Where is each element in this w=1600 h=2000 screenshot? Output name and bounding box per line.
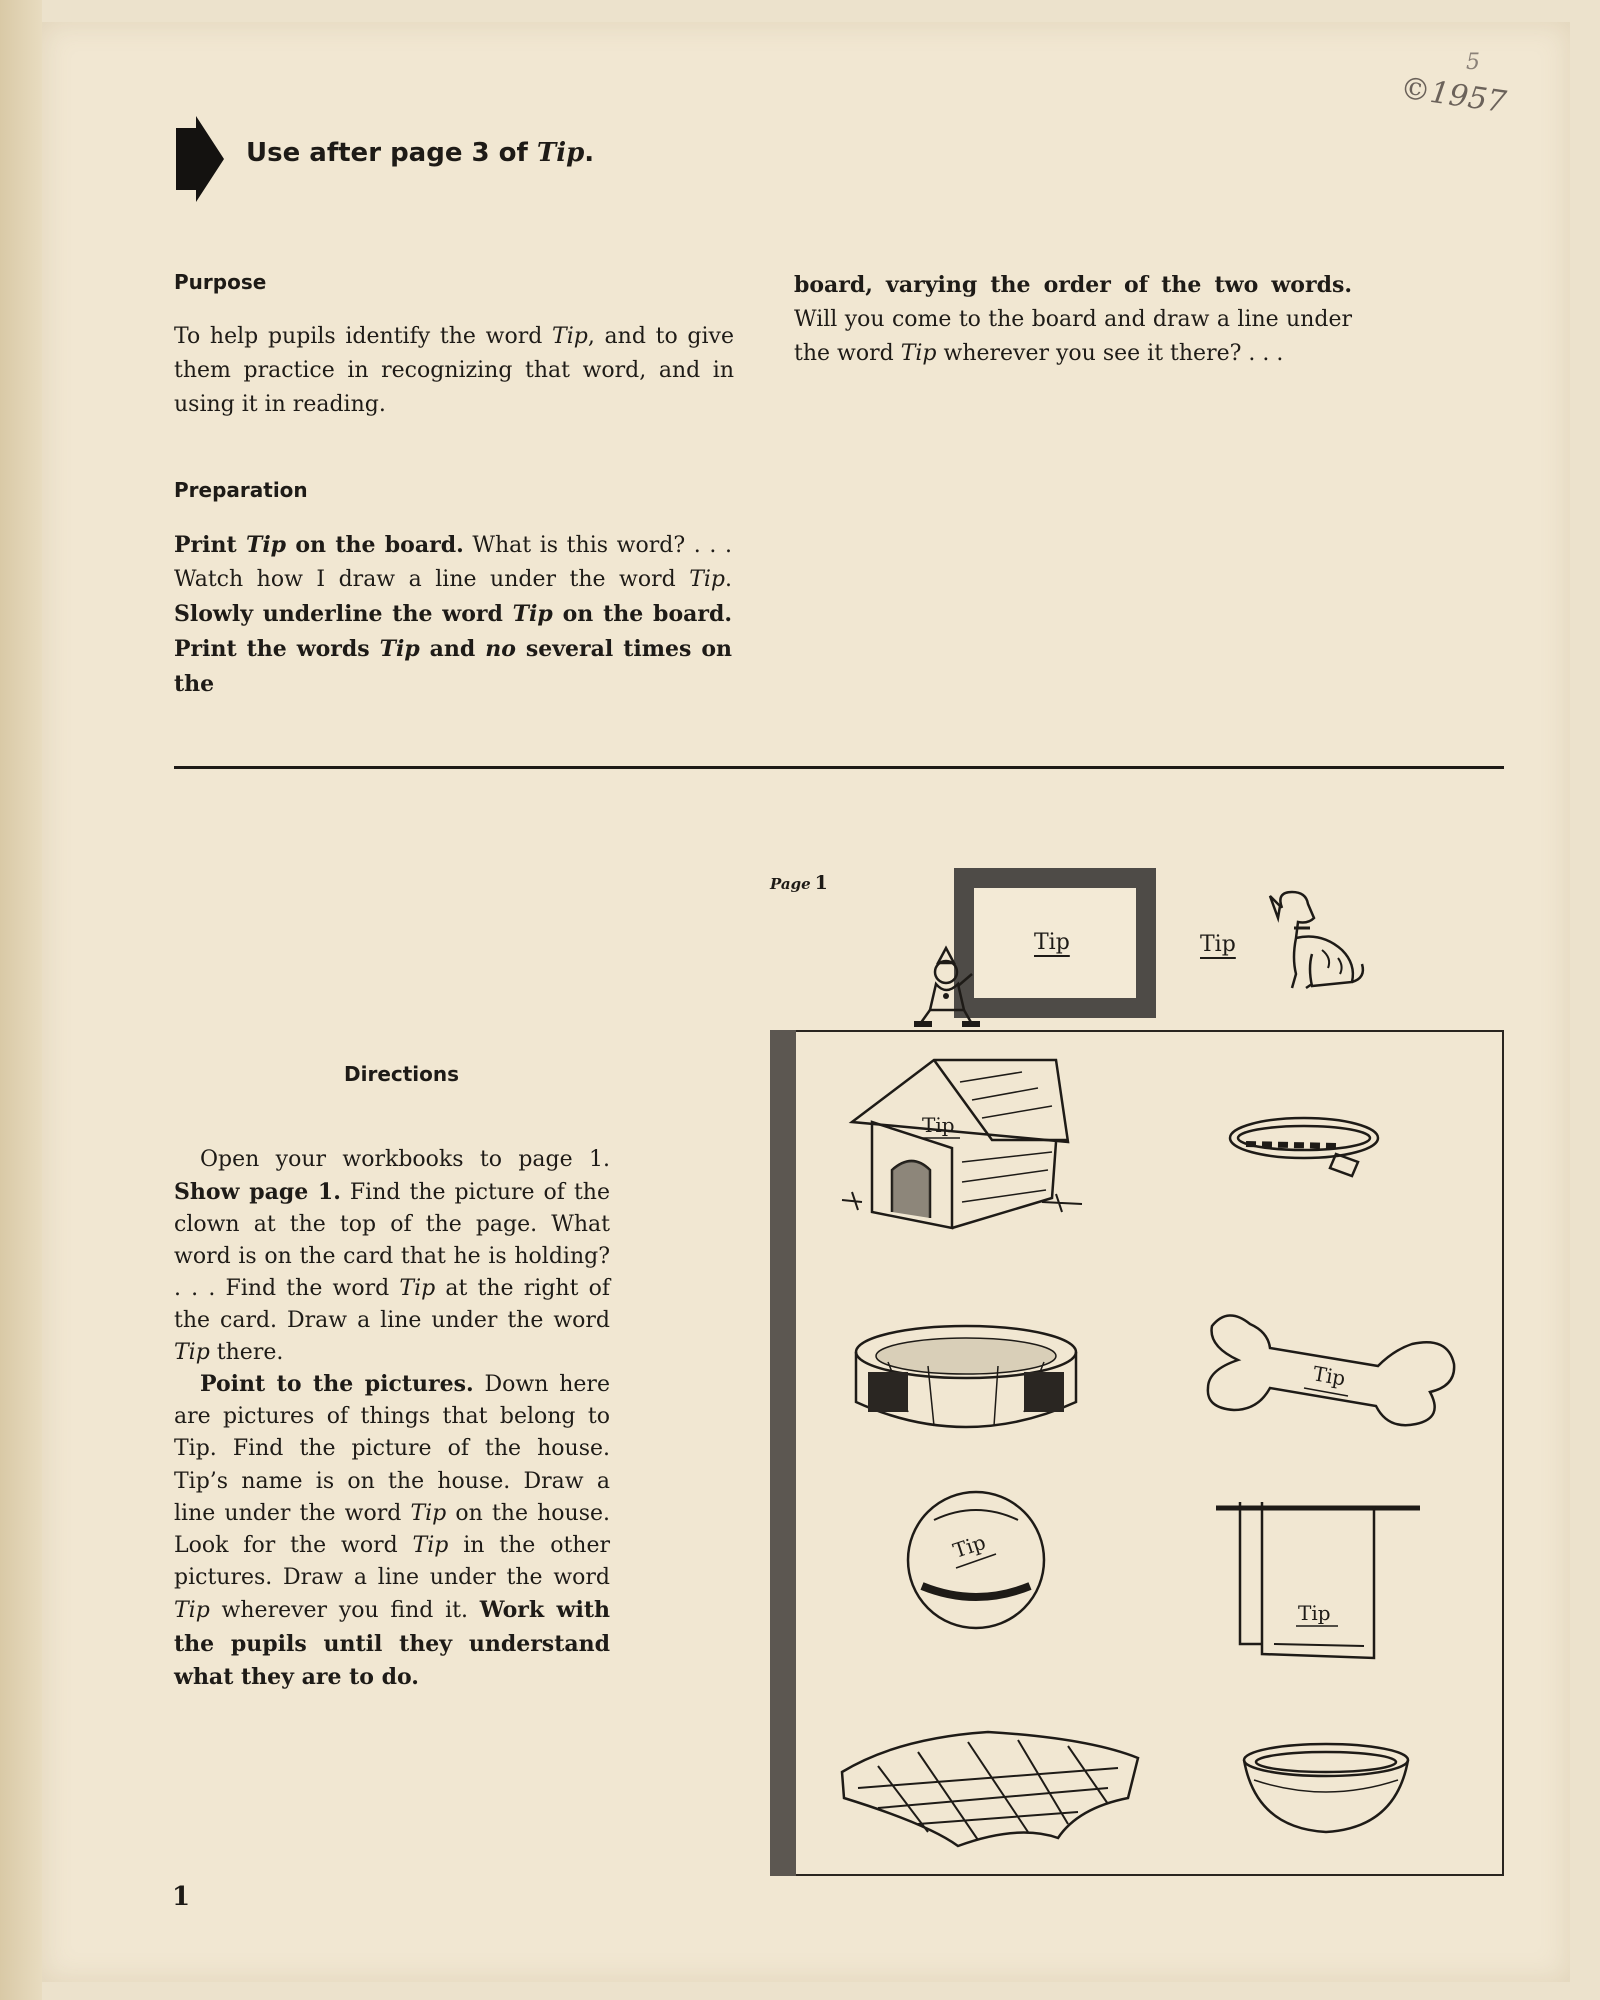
workbook-page-number: 1 [814, 872, 828, 894]
dir2-seg: Work with the pupils until they understand what they are to do. [174, 1597, 610, 1690]
house-word: Tip [922, 1113, 955, 1137]
dir1-seg: Show page 1. [174, 1179, 341, 1205]
prep-cont-seg: Tip [900, 341, 937, 366]
prep-seg: on the board. [286, 532, 464, 558]
ball-icon [904, 1490, 1048, 1630]
directions-para-2 [174, 1368, 610, 1694]
workbook-page-edge [770, 1030, 796, 1876]
prep-seg: Print [174, 532, 246, 558]
card-word: Tip [1034, 930, 1070, 955]
blanket-icon [838, 1728, 1146, 1848]
dir2-seg: Point to the pictures. [200, 1371, 474, 1397]
food-bowl-icon [1240, 1740, 1412, 1840]
dog-house-icon [842, 1052, 1094, 1234]
prep-seg: on the board. Print the words [174, 601, 733, 662]
corner-number-handwritten: 5 [1466, 50, 1480, 75]
prep-seg: What is this word? . . . Watch how I draw a line under the word [174, 533, 732, 592]
directions-para-1 [174, 1144, 610, 1369]
prep-seg: Tip [379, 636, 420, 662]
dir1-seg: Tip [174, 1340, 210, 1365]
workbook-page-word: Page [770, 875, 811, 893]
prep-seg: Tip [689, 567, 725, 592]
towel-icon [1214, 1494, 1424, 1664]
preparation-text [174, 528, 732, 702]
arrow-right-icon [176, 116, 224, 202]
dir2-seg: Tip [410, 1500, 447, 1526]
purpose-text [174, 320, 734, 422]
bone-word: Tip [1311, 1361, 1348, 1391]
dir1-seg: Open your workbooks to page 1. [200, 1147, 610, 1172]
page-number: 1 [172, 1882, 191, 1912]
dir2-seg: Down here are pictures of things that belong to Tip. Find the picture of the house. Tip’s name is on the house. Draw a line under the word [174, 1372, 610, 1526]
side-word: Tip [1200, 932, 1236, 957]
purpose-title: Purpose [174, 270, 267, 294]
purpose-word: Tip [552, 324, 588, 349]
purpose-text-2: , and to give them practice in recognizing that word, and in using it in reading. [174, 324, 734, 417]
prep-seg: and [419, 636, 486, 662]
ball-word: Tip [950, 1529, 989, 1563]
clown-icon [912, 948, 982, 1028]
prep-seg: . [725, 567, 732, 592]
directions-title: Directions [344, 1062, 460, 1086]
dog-bed-icon [848, 1322, 1084, 1442]
prep-seg: several times on the [174, 636, 732, 697]
prep-seg: Tip [245, 532, 287, 558]
heading-suffix: . [584, 138, 595, 168]
dir1-seg: there. [209, 1340, 284, 1365]
dog-icon [1252, 888, 1368, 996]
dog-bone-icon [1198, 1306, 1470, 1436]
prep-seg: Tip [512, 601, 553, 627]
prep-cont-seg: wherever you see it there? . . . [936, 341, 1284, 366]
dir2-seg: Tip [174, 1598, 210, 1624]
preparation-title: Preparation [174, 478, 308, 502]
towel-word: Tip [1298, 1601, 1331, 1625]
dir1-seg: at the right of the card. Draw a line under the word [174, 1276, 610, 1333]
prep-seg: no [485, 636, 516, 662]
dog-collar-icon [1226, 1112, 1386, 1182]
prep-cont-seg: board, varying the order of the two words. [794, 272, 1352, 298]
prep-seg: Slowly underline the word [174, 601, 513, 627]
section-divider [174, 766, 1504, 769]
dir1-seg: Tip [399, 1276, 436, 1301]
preparation-continued-text [794, 268, 1352, 371]
dir2-seg: Tip [412, 1533, 449, 1559]
copyright-handwritten: ©1957 [1398, 70, 1509, 121]
heading-book-title: Tip [536, 138, 585, 168]
prep-cont-seg: Will you come to the board and draw a line under the word [794, 307, 1352, 366]
dir1-seg: Find the picture of the clown at the top of the page. What word is on the card that he is holding? . . . Find the word [174, 1180, 610, 1301]
dir2-seg: on the house. Look for the word [174, 1500, 610, 1559]
heading-prefix: Use after page 3 of [246, 138, 537, 168]
page-heading [246, 138, 594, 168]
dir2-seg: in the other pictures. Draw a line under the word [174, 1533, 610, 1591]
purpose-text-1: To help pupils identify the word [174, 324, 553, 349]
dir2-seg: wherever you find it. [209, 1598, 480, 1624]
workbook-page-label [770, 872, 828, 894]
book-spine [0, 0, 42, 2000]
